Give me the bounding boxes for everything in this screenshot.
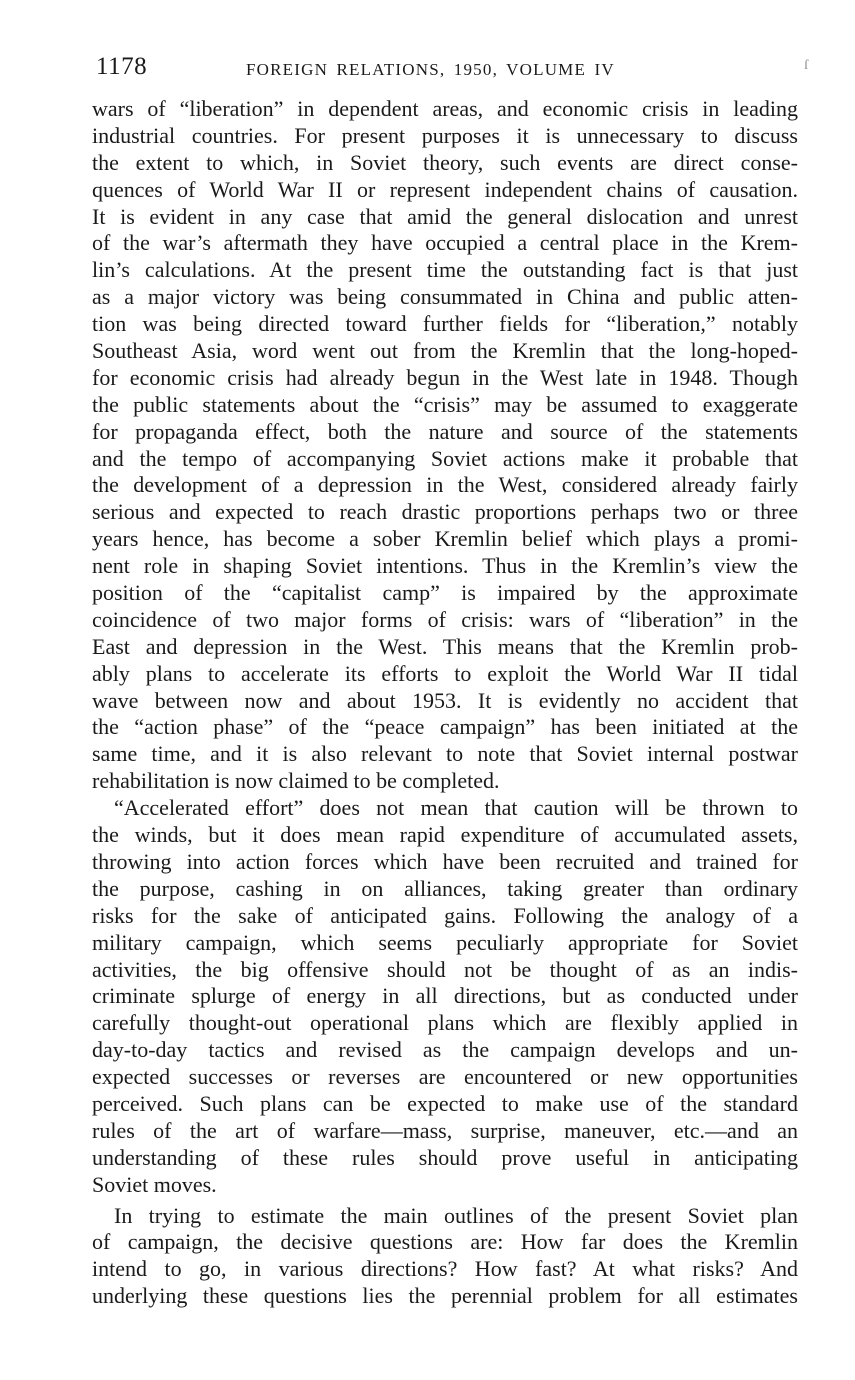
- text-line: day-to-day tactics and revised as the campaign develops and un-: [92, 1037, 798, 1063]
- text-line: activities, the big offensive should not be thought of as an indis-: [92, 956, 798, 982]
- text-line: underlying these questions lies the perennial problem for all estimates: [92, 1283, 798, 1309]
- text-line: for propaganda effect, both the nature and source of the statements: [92, 418, 798, 444]
- text-line: expected successes or reverses are encountered or new opportunities: [92, 1064, 798, 1090]
- text-line: ably plans to accelerate its efforts to exploit the World War II tidal: [92, 660, 798, 686]
- text-line: position of the “capitalist camp” is impaired by the approximate: [92, 580, 798, 606]
- running-head-title: FOREIGN RELATIONS, 1950, VOLUME IV: [246, 60, 615, 79]
- text-line: understanding of these rules should prove useful in anticipating: [92, 1144, 798, 1170]
- text-line: intend to go, in various directions? How fast? At what risks? And: [92, 1256, 798, 1282]
- text-line: of campaign, the decisive questions are: How far does the Kremlin: [92, 1229, 798, 1255]
- text-line: tion was being directed toward further fields for “liberation,” notably: [92, 311, 798, 337]
- text-line: the development of a depression in the West, considered already fairly: [92, 472, 798, 498]
- margin-mark: ſ: [804, 58, 808, 73]
- text-line: quences of World War II or represent independent chains of causation.: [92, 176, 798, 202]
- text-line: carefully thought-out operational plans which are flexibly applied in: [92, 1010, 798, 1036]
- page-number: 1178: [96, 53, 148, 80]
- text-line: industrial countries. For present purposes it is unnecessary to discuss: [92, 122, 798, 148]
- text-line: the public statements about the “crisis” may be assumed to exaggerate: [92, 391, 798, 417]
- text-line: and the tempo of accompanying Soviet actions make it probable that: [92, 445, 798, 471]
- text-line: In trying to estimate the main outlines of the present Soviet plan: [114, 1202, 798, 1228]
- text-line: coincidence of two major forms of crisis: wars of “liberation” in the: [92, 606, 798, 632]
- text-line: East and depression in the West. This means that the Kremlin prob-: [92, 633, 798, 659]
- paragraph-2: [92, 795, 798, 1198]
- text-line: rehabilitation is now claimed to be completed.: [92, 768, 500, 794]
- text-line: the extent to which, in Soviet theory, such events are direct conse-: [92, 149, 798, 175]
- text-line: nent role in shaping Soviet intentions. Thus in the Kremlin’s view the: [92, 553, 798, 579]
- text-line: Soviet moves.: [92, 1171, 217, 1197]
- text-line: same time, and it is also relevant to note that Soviet internal postwar: [92, 741, 798, 767]
- text-line: perceived. Such plans can be expected to make use of the standard: [92, 1090, 798, 1116]
- text-line: for economic crisis had already begun in the West late in 1948. Though: [92, 364, 798, 390]
- text-line: Southeast Asia, word went out from the Kremlin that the long-hoped-: [92, 338, 798, 364]
- text-line: throwing into action forces which have been recruited and trained for: [92, 848, 798, 874]
- text-line: the purpose, cashing in on alliances, taking greater than ordinary: [92, 875, 798, 901]
- text-line: wave between now and about 1953. It is evidently no accident that: [92, 687, 798, 713]
- text-line: risks for the sake of anticipated gains. Following the analogy of a: [92, 902, 798, 928]
- paragraph-1: [92, 96, 798, 795]
- text-line: rules of the art of warfare—mass, surprise, maneuver, etc.—and an: [92, 1117, 798, 1143]
- text-line: military campaign, which seems peculiarly appropriate for Soviet: [92, 929, 798, 955]
- text-line: years hence, has become a sober Kremlin belief which plays a promi-: [92, 526, 798, 552]
- text-line: wars of “liberation” in dependent areas, and economic crisis in leading: [92, 96, 798, 121]
- paragraph-3: [92, 1203, 798, 1311]
- body-text: [92, 96, 798, 1310]
- text-line: of the war’s aftermath they have occupied a central place in the Krem-: [92, 230, 798, 256]
- text-line: serious and expected to reach drastic proportions perhaps two or three: [92, 499, 798, 525]
- running-head: [96, 52, 808, 84]
- text-line: “Accelerated effort” does not mean that caution will be thrown to: [114, 795, 798, 821]
- text-line: the “action phase” of the “peace campaign” has been initiated at the: [92, 714, 798, 740]
- text-line: as a major victory was being consummated in China and public atten-: [92, 284, 798, 310]
- text-line: lin’s calculations. At the present time the outstanding fact is that just: [92, 257, 798, 283]
- text-line: criminate splurge of energy in all directions, but as conducted under: [92, 983, 798, 1009]
- text-line: It is evident in any case that amid the general dislocation and unrest: [92, 203, 798, 229]
- text-line: the winds, but it does mean rapid expenditure of accumulated assets,: [92, 822, 798, 848]
